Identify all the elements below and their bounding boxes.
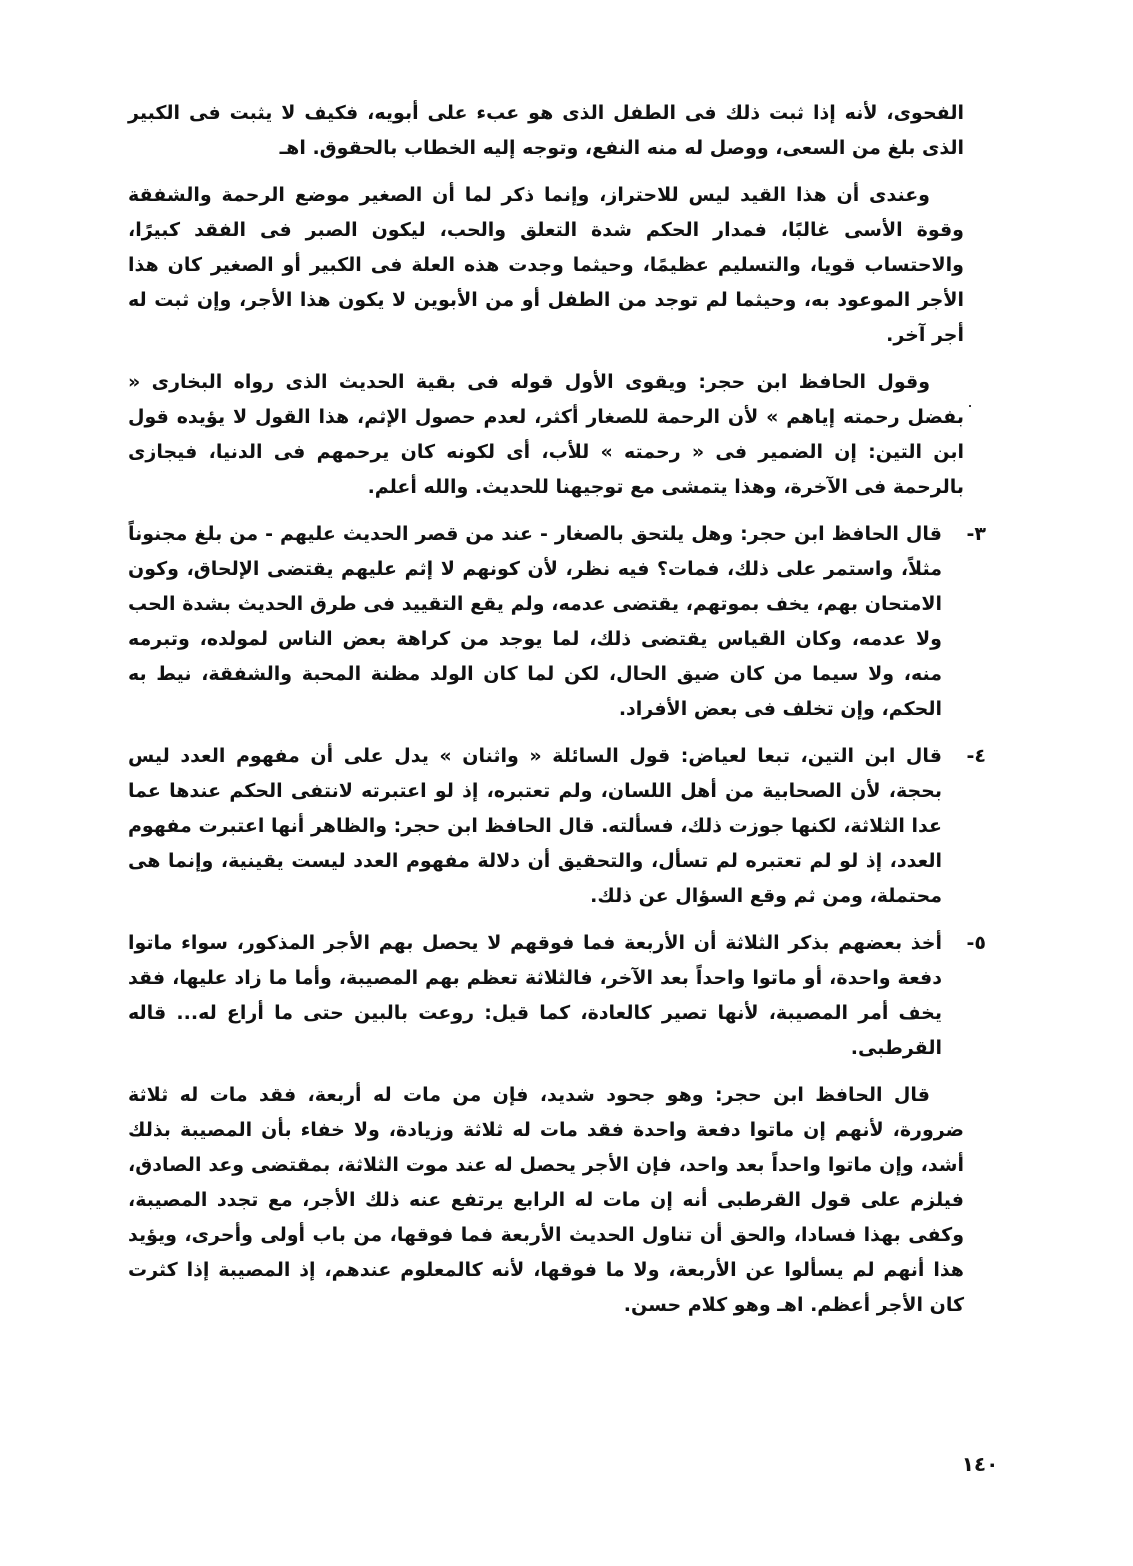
numbered-item-5 — [128, 926, 986, 1066]
paragraph-final: قال الحافظ ابن حجر: وهو جحود شديد، فإن من مات له أربعة، فقد مات له ثلاثة ضرورة، لأنهم إن ماتوا دفعة واحدة فقد مات له ثلاثة وزيادة، ولا خفاء بأن المصيبة بذلك أشد، وإن ماتوا واحداً بعد واحد، فإن الأجر يحصل له عند موت الثلاثة، بمقتضى وعد الصادق، فيلزم على قول القرطبى أنه إن مات له الرابع يرتفع عنه ذلك الأجر، مع تجدد المصيبة، وكفى بهذا فسادا، والحق أن تناول الحديث الأربعة فما فوقها، من باب أولى وأحرى، ويؤيد هذا أنهم لم يسألوا عن الأربعة، ولا ما فوقها، لأنه كالمعلوم عندهم، إذ المصيبة إذا كثرت كان الأجر أعظم. اهـ وهو كلام حسن. — [128, 1084, 964, 1316]
item-text: قال الحافظ ابن حجر: وهل يلتحق بالصغار - عند من قصر الحديث عليهم - من بلغ مجنوناً مثلاً، واستمر على ذلك، فمات؟ فيه نظر، لأن كونهم لا إثم عليهم يقتضى الإلحاق، وكون الامتحان بهم، يخف بموتهم، يقتضى عدمه، ولم يقع التقييد فى طرق الحديث بشدة الحب ولا عدمه، وكان القياس يقتضى ذلك، لما يوجد من كراهة بعض الناس لمولده، وتبرمه منه، ولا سيما من كان ضيق الحال، لكن لما كان الولد مظنة المحبة والشفقة، نيط به الحكم، وإن تخلف فى بعض الأفراد. — [128, 523, 942, 720]
numbered-item-4 — [128, 739, 986, 914]
paragraph-2: وعندى أن هذا القيد ليس للاحتراز، وإنما ذكر لما أن الصغير موضع الرحمة والشفقة وقوة الأسى غالبًا، فمدار الحكم شدة التعلق والحب، ليكون الصبر فى الفقد كبيرًا، والاحتساب قويا، والتسليم عظيمًا، وحيثما وجدت هذه العلة فى الكبير أو الصغير كان هذا الأجر الموعود به، وحيثما لم توجد من الطفل أو من الأبوين لا يكون هذا الأجر، وإن ثبت له أجر آخر. — [128, 184, 964, 346]
item-number: ٤- — [966, 745, 986, 767]
page-number: ١٤٠ — [961, 1452, 999, 1476]
document-page — [128, 96, 986, 1335]
paragraph-1: الفحوى، لأنه إذا ثبت ذلك فى الطفل الذى هو عبء على أبويه، فكيف لا يثبت فى الكبير الذى بلغ من السعى، ووصل له منه النفع، وتوجه إليه الخطاب بالحقوق. اهـ — [128, 102, 964, 159]
item-number: ٥- — [966, 932, 986, 954]
paragraph-3: وقول الحافظ ابن حجر: ويقوى الأول قوله فى بقية الحديث الذى رواه البخارى « بفضل رحمته إياهم » لأن الرحمة للصغار أكثر، لعدم حصول الإثم، هذا القول لا يؤيده قول ابن التين: إن الضمير فى « رحمته » للأب، أى لكونه كان يرحمهم فى الدنيا، فيجازى بالرحمة فى الآخرة، وهذا يتمشى مع توجيهنا للحديث. والله أعلم. — [128, 371, 964, 498]
item-text: أخذ بعضهم بذكر الثلاثة أن الأربعة فما فوقهم لا يحصل بهم الأجر المذكور، سواء ماتوا دفعة واحدة، أو ماتوا واحداً بعد الآخر، فالثلاثة تعظم بهم المصيبة، وأما ما زاد عليها، فقد يخف أمر المصيبة، لأنها تصير كالعادة، كما قيل: روعت بالبين حتى ما أراع له... قاله القرطبى. — [128, 932, 942, 1059]
numbered-item-3 — [128, 517, 986, 727]
item-number: ٣- — [966, 523, 986, 545]
scan-speck — [969, 405, 971, 407]
item-text: قال ابن التين، تبعا لعياض: قول السائلة « واثنان » يدل على أن مفهوم العدد ليس بحجة، لأن الصحابية من أهل اللسان، ولم تعتبره، إذ لو اعتبرته لانتفى الحكم عندها عما عدا الثلاثة، لكنها جوزت ذلك، فسألته. قال الحافظ ابن حجر: والظاهر أنها اعتبرت مفهوم العدد، إذ لو لم تعتبره لم تسأل، والتحقيق أن دلالة مفهوم العدد ليست يقينية، وإنما هى محتملة، ومن ثم وقع السؤال عن ذلك. — [128, 745, 942, 907]
